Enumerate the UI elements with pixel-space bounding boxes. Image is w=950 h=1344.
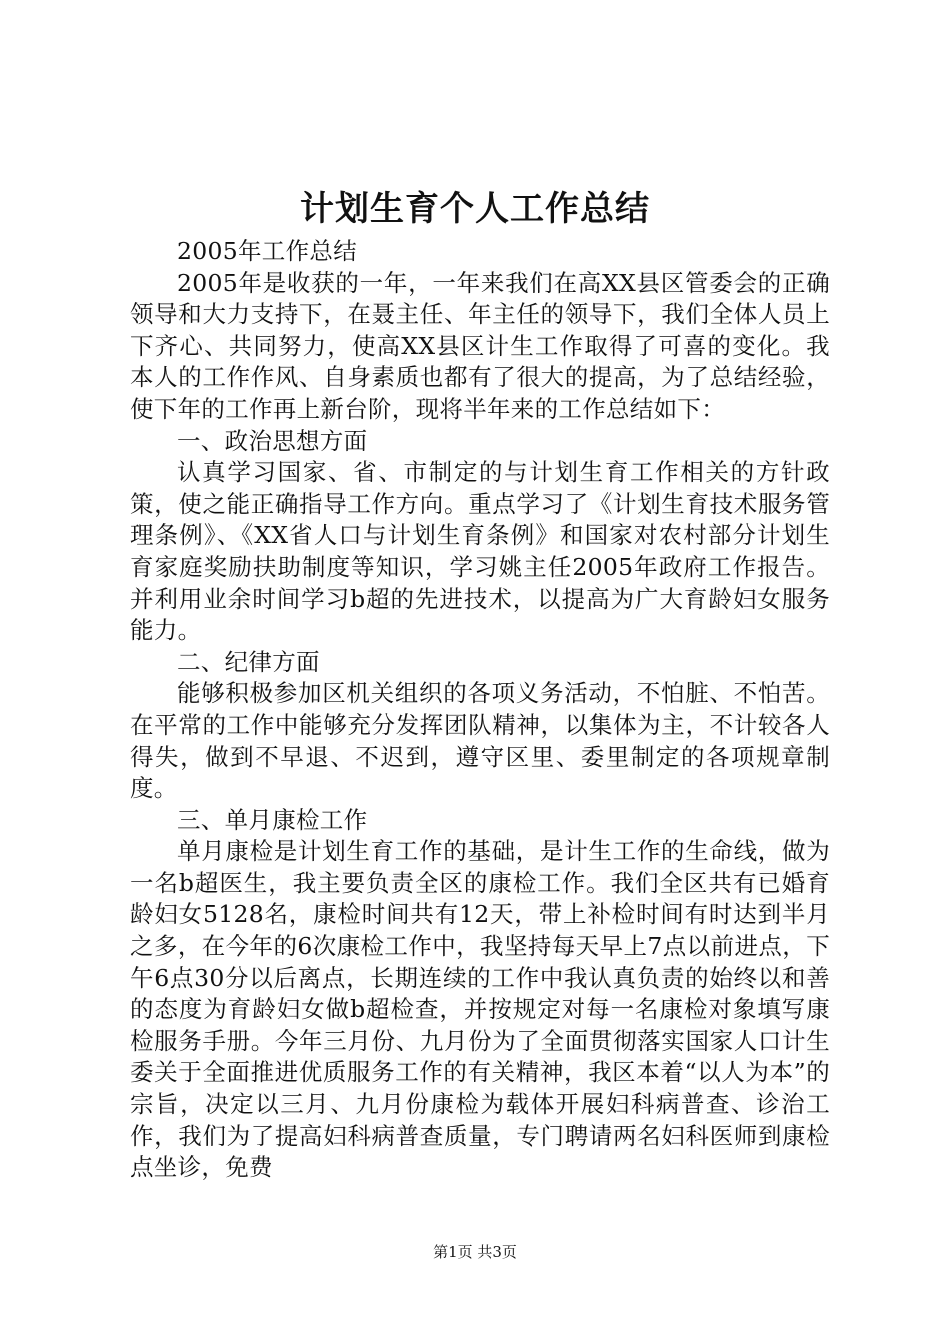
page-footer: 第1页 共3页 <box>433 1243 517 1261</box>
paragraph-intro: 2005年是收获的一年，一年来我们在高XX县区管委会的正确领导和大力支持下，在聂主任、年主任的领导下，我们全体人员上下齐心、共同努力，使高XX县区计生工作取得了可喜的变化。我本人的工作作风、自身素质也都有了很大的提高，为了总结经验，使下年的工作再上新台阶，现将半年来的工作总结如下： <box>130 268 830 423</box>
paragraph-discipline: 能够积极参加区机关组织的各项义务活动，不怕脏、不怕苦。在平常的工作中能够充分发挥团队精神，以集体为主，不计较各人得失，做到不早退、不迟到，遵守区里、委里制定的各项规章制度。 <box>130 679 830 803</box>
document-title: 计划生育个人工作总结 <box>300 189 650 229</box>
document-body <box>130 236 830 1184</box>
section-heading-checkup: 三、单月康检工作 <box>177 805 368 834</box>
paragraph-subtitle: 2005年工作总结 <box>177 237 358 265</box>
paragraph-politics: 认真学习国家、省、市制定的与计划生育工作相关的方针政策，使之能正确指导工作方向。重点学习了《计划生育技术服务管理条例》、《XX省人口与计划生育条例》和国家对农村部分计划生育家庭奖励扶助制度等知识，学习姚主任2005年政府工作报告。并利用业余时间学习b超的先进技术，以提高为广大育龄妇女服务能力。 <box>130 458 830 645</box>
section-heading-politics: 一、政治思想方面 <box>177 426 368 455</box>
section-heading-discipline: 二、纪律方面 <box>177 647 320 676</box>
paragraph-checkup: 单月康检是计划生育工作的基础，是计生工作的生命线，做为一名b超医生，我主要负责全区的康检工作。我们全区共有已婚育龄妇女5128名，康检时间共有12天，带上补检时间有时达到半月之多，在今年的6次康检工作中，我坚持每天早上7点以前进点，下午6点30分以后离点，长期连续的工作中我认真负责的始终以和善的态度为育龄妇女做b超检查，并按规定对每一名康检对象填写康检服务手册。今年三月份、九月份为了全面贯彻落实国家人口计生委关于全面推进优质服务工作的有关精神，我区本着“以人为本”的宗旨，决定以三月、九月份康检为载体开展妇科病普查、诊治工作，我们为了提高妇科病普查质量，专门聘请两名妇科医师到康检点坐诊，免费 <box>130 837 830 1182</box>
